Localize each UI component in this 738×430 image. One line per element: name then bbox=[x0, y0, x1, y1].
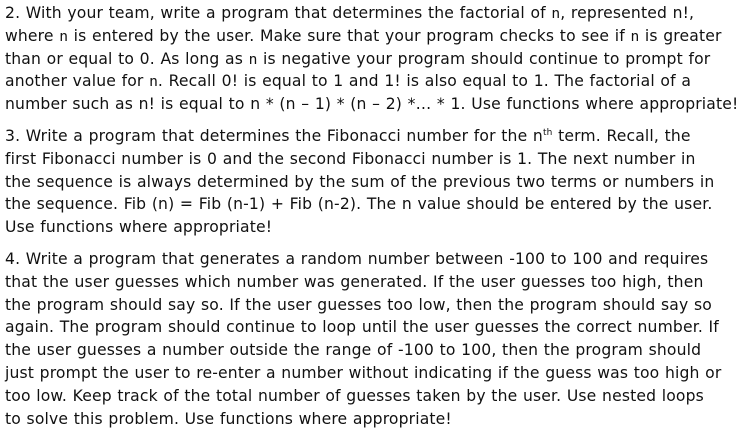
text-line bbox=[5, 171, 715, 194]
text-line bbox=[5, 70, 700, 93]
text-segment: is negative your program should continue to prompt for bbox=[257, 49, 711, 68]
text-line bbox=[5, 294, 712, 317]
text-line bbox=[5, 48, 711, 71]
text-line bbox=[5, 408, 700, 430]
inline-code: n bbox=[630, 27, 640, 45]
text-line bbox=[5, 193, 713, 216]
inline-code: n bbox=[551, 5, 561, 22]
text-segment: than or equal to 0. As long as bbox=[5, 49, 249, 68]
text-line bbox=[5, 385, 704, 408]
text-segment: number such as n! is equal to n * (n – 1) * (n – 2) *… * 1. Use functions where appropriate! bbox=[5, 95, 738, 114]
text-segment: . Recall 0! is equal to 1 and 1! is also equal to 1. The factorial of a bbox=[157, 72, 692, 91]
text-segment: another value for bbox=[5, 72, 150, 91]
superscript: th bbox=[542, 127, 553, 138]
text-segment: again. The program should continue to loop until the user guesses the correct number. If bbox=[5, 318, 719, 337]
inline-code: n bbox=[248, 50, 258, 68]
text-segment: the sequence. Fib (n) = Fib (n-1) + Fib (n-2). The n value should be entered by the user. bbox=[5, 195, 713, 214]
problem-3 bbox=[5, 125, 715, 239]
text-segment: , represented n!, bbox=[560, 4, 695, 22]
inline-code: n bbox=[59, 27, 69, 45]
text-segment: the program should say so. If the user guesses too low, then the program should say so bbox=[5, 295, 712, 314]
text-segment: is greater bbox=[639, 26, 722, 45]
text-line bbox=[5, 339, 700, 362]
text-segment: is entered by the user. Make sure that your program checks to see if bbox=[68, 26, 631, 45]
text-segment: the sequence is always determined by the sum of the previous two terms or numbers in bbox=[5, 172, 715, 191]
text-segment: first Fibonacci number is 0 and the second Fibonacci number is 1. The next number in bbox=[5, 149, 696, 168]
text-segment: 4. Write a program that generates a random number between -100 to 100 and requires bbox=[5, 249, 709, 268]
text-segment: 3. Write a program that determines the Fibonacci number for the n bbox=[5, 126, 543, 145]
text-segment: Use functions where appropriate! bbox=[5, 218, 273, 237]
text-line bbox=[5, 216, 700, 239]
text-line bbox=[5, 125, 700, 148]
text-segment: that the user guesses which number was generated. If the user guesses too high, then bbox=[5, 272, 704, 291]
text-line bbox=[5, 362, 722, 385]
text-line bbox=[5, 2, 700, 25]
inline-code: n bbox=[149, 73, 158, 91]
problem-4 bbox=[5, 248, 722, 430]
text-line bbox=[5, 148, 700, 171]
text-segment: where bbox=[5, 26, 60, 45]
text-segment: term. Recall, the bbox=[552, 126, 691, 145]
text-segment: just prompt the user to re-enter a number without indicating if the guess was too high or bbox=[5, 363, 722, 382]
text-line bbox=[5, 25, 722, 48]
problem-2 bbox=[5, 2, 738, 116]
text-segment: 2. With your team, write a program that determines the factorial of bbox=[5, 4, 552, 22]
text-segment: to solve this problem. Use functions where appropriate! bbox=[5, 409, 452, 428]
text-segment: the user guesses a number outside the range of -100 to 100, then the program should bbox=[5, 341, 702, 360]
text-line bbox=[5, 248, 709, 271]
text-segment: too low. Keep track of the total number of guesses taken by the user. Use nested loops bbox=[5, 386, 704, 405]
text-line bbox=[5, 271, 704, 294]
text-line bbox=[5, 93, 738, 116]
text-line bbox=[5, 316, 719, 339]
